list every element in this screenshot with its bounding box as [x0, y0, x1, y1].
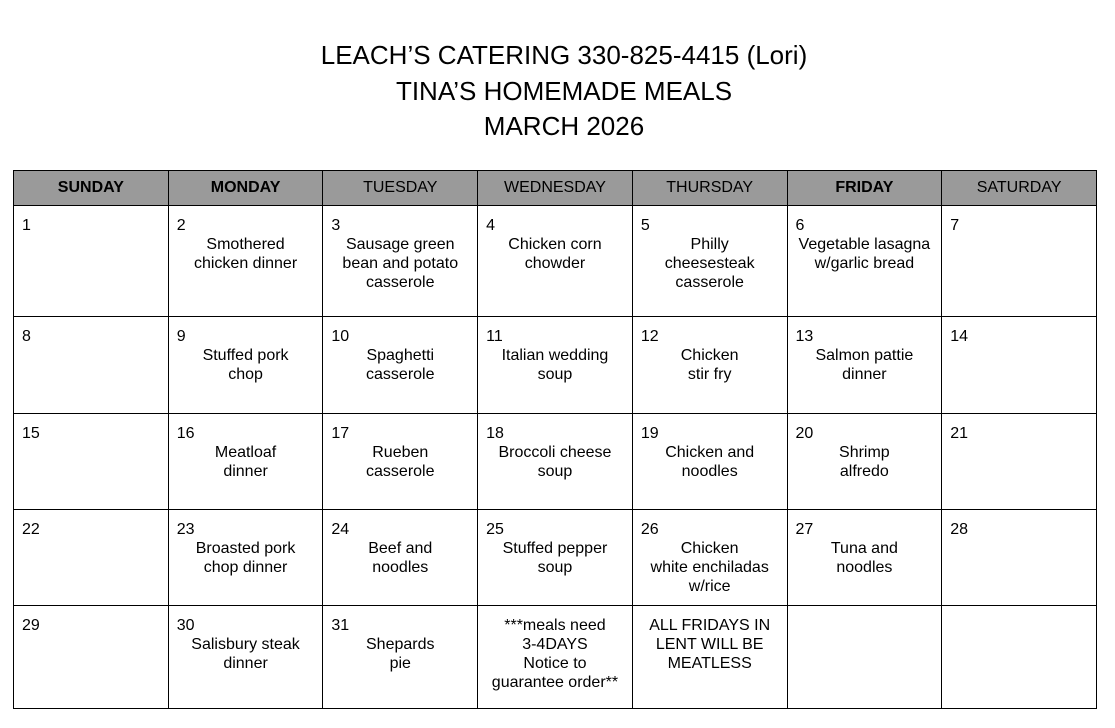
day-cell	[14, 206, 169, 317]
day-cell	[14, 606, 169, 709]
day-number: 17	[331, 425, 350, 442]
day-number: 2	[176, 217, 186, 234]
day-number: 15	[22, 425, 40, 442]
day-cell	[787, 510, 942, 606]
week-row	[14, 206, 1097, 317]
day-number: 6	[795, 217, 805, 234]
day-number: 5	[640, 217, 650, 234]
day-cell	[787, 414, 942, 510]
day-cell	[478, 317, 633, 414]
day-number: 14	[950, 328, 969, 345]
week-row	[14, 510, 1097, 606]
weekday-friday: FRIDAY	[787, 171, 942, 206]
weekday-thursday: THURSDAY	[632, 171, 787, 206]
meal-name: Vegetable lasagna w/garlic bread	[798, 236, 931, 272]
day-number: 21	[950, 425, 969, 442]
meal-name: Philly cheesesteak casserole	[664, 236, 755, 291]
meal-name: Salmon pattie dinner	[815, 347, 914, 383]
notice-cell	[478, 606, 633, 709]
day-number: 4	[486, 217, 496, 234]
day-cell	[168, 317, 323, 414]
day-number: 19	[640, 425, 659, 442]
day-cell	[323, 606, 478, 709]
day-cell	[942, 414, 1097, 510]
meal-name: Sausage green bean and potato casserole	[342, 236, 459, 291]
meals-title: TINA’S HOMEMADE MEALS	[395, 75, 733, 106]
day-cell	[14, 317, 169, 414]
day-number: 30	[176, 617, 195, 634]
day-number: 26	[640, 521, 659, 538]
day-cell	[632, 414, 787, 510]
weekday-monday: MONDAY	[168, 171, 323, 206]
day-number: 23	[176, 521, 195, 538]
day-cell	[14, 414, 169, 510]
day-cell	[323, 206, 478, 317]
meal-name: Shrimp alfredo	[839, 444, 890, 480]
day-number: 3	[331, 217, 341, 234]
day-number: 13	[795, 328, 814, 345]
day-number: 11	[486, 328, 503, 345]
day-cell	[787, 317, 942, 414]
week-row	[14, 606, 1097, 709]
meal-name: Meatloaf dinner	[214, 444, 277, 480]
day-cell	[14, 510, 169, 606]
day-cell	[323, 414, 478, 510]
day-number: 25	[486, 521, 504, 538]
day-number: 9	[176, 328, 186, 345]
meal-name: Stuffed pork chop	[202, 347, 289, 383]
weekday-wednesday: WEDNESDAY	[478, 171, 633, 206]
meal-name: Chicken corn chowder	[508, 236, 602, 272]
day-number: 31	[331, 617, 350, 634]
weekday-sunday: SUNDAY	[14, 171, 169, 206]
day-number: 22	[22, 521, 40, 538]
meal-name: Chicken and noodles	[665, 444, 755, 480]
day-number: 20	[795, 425, 814, 442]
meal-name: Stuffed pepper soup	[502, 540, 608, 576]
caterer-contact-title: LEACH’S CATERING 330-825-4415 (Lori)	[320, 40, 808, 70]
week-row	[14, 414, 1097, 510]
day-cell	[632, 206, 787, 317]
day-cell	[787, 206, 942, 317]
day-cell	[168, 510, 323, 606]
day-number: 10	[331, 328, 350, 345]
day-number: 1	[22, 217, 31, 234]
meal-name: Chicken white enchiladas w/rice	[650, 540, 769, 595]
day-number: 18	[486, 425, 504, 442]
day-cell	[168, 606, 323, 709]
day-number: 16	[176, 425, 195, 442]
meal-calendar	[13, 170, 1097, 709]
meal-name: Shepards pie	[366, 636, 435, 672]
day-number: 24	[331, 521, 350, 538]
lent-notice: ALL FRIDAYS IN LENT WILL BE MEATLESS	[649, 617, 771, 672]
day-number: 8	[22, 328, 31, 345]
day-cell	[168, 414, 323, 510]
day-cell	[478, 510, 633, 606]
meal-name: Broccoli cheese soup	[498, 444, 612, 480]
day-cell	[942, 510, 1097, 606]
day-cell	[323, 510, 478, 606]
calendar-header	[0, 38, 1115, 145]
meal-name: Rueben casserole	[366, 444, 435, 480]
meal-name: Smothered chicken dinner	[193, 236, 298, 272]
day-cell	[942, 317, 1097, 414]
day-cell	[323, 317, 478, 414]
meal-name: Chicken stir fry	[680, 347, 739, 383]
day-cell	[478, 414, 633, 510]
day-cell	[942, 206, 1097, 317]
meal-name: Broasted pork chop dinner	[195, 540, 296, 576]
meal-name: Italian wedding soup	[501, 347, 609, 383]
day-cell	[632, 510, 787, 606]
meal-name: Tuna and noodles	[830, 540, 898, 576]
day-number: 12	[640, 328, 659, 345]
weekday-header-row	[14, 171, 1097, 206]
empty-cell	[942, 606, 1097, 709]
day-number: 27	[795, 521, 814, 538]
day-number: 28	[950, 521, 969, 538]
month-title: MARCH 2026	[483, 111, 645, 141]
day-cell	[168, 206, 323, 317]
meal-name: Beef and noodles	[368, 540, 433, 576]
day-cell	[632, 317, 787, 414]
meal-name: Salisbury steak dinner	[191, 636, 300, 672]
day-cell	[478, 206, 633, 317]
day-number: 29	[22, 617, 40, 634]
meal-name: Spaghetti casserole	[366, 347, 435, 383]
day-number: 7	[950, 217, 960, 234]
weekday-saturday: SATURDAY	[942, 171, 1097, 206]
empty-cell	[787, 606, 942, 709]
notice-cell	[632, 606, 787, 709]
order-notice: ***meals need 3-4DAYS Notice to guarantee order**	[491, 617, 619, 691]
weekday-tuesday: TUESDAY	[323, 171, 478, 206]
week-row	[14, 317, 1097, 414]
